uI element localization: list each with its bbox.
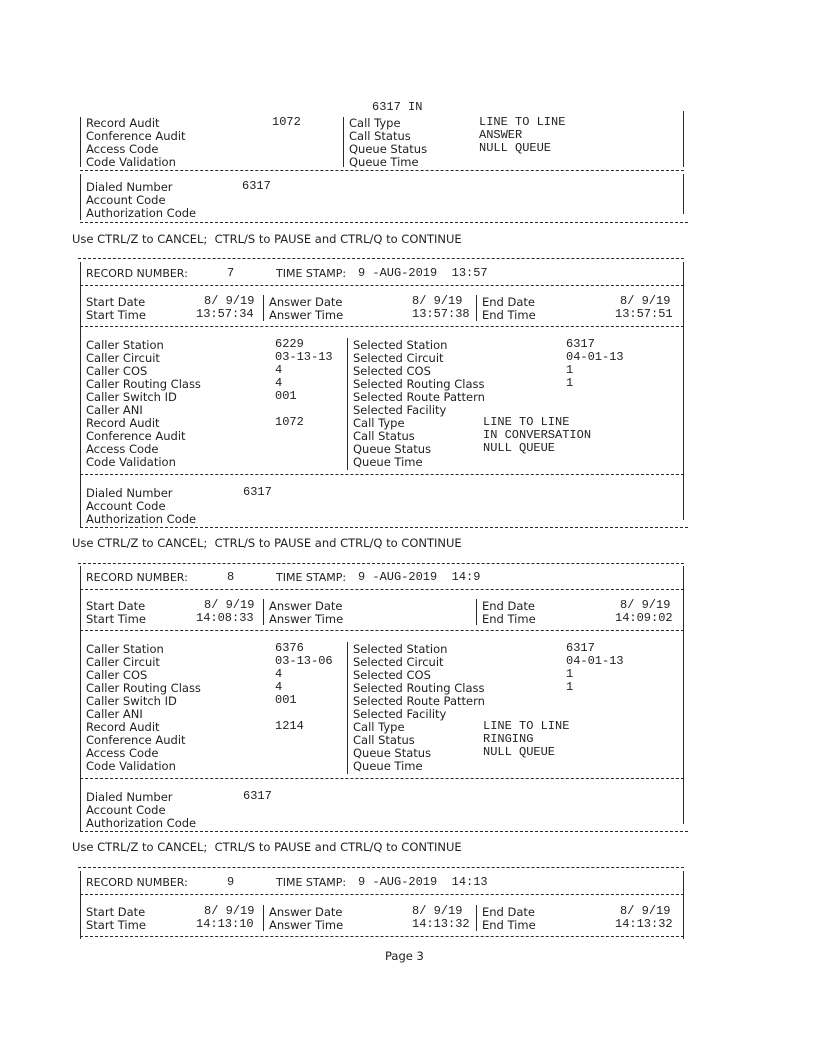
start-date: 8/ 9/19 [204, 904, 255, 918]
caller-cos: 4 [275, 667, 283, 681]
dashed-separator [78, 563, 684, 564]
column-divider [263, 905, 264, 931]
record-timestamp: 9 -AUG-2019 14:13 [358, 875, 488, 889]
partial-call-type: LINE TO LINE [479, 115, 566, 129]
dashed-separator [80, 474, 684, 475]
caller-cos: 4 [275, 363, 283, 377]
dashed-separator [78, 867, 684, 868]
label-end-date: End Date [482, 295, 535, 309]
end-date: 8/ 9/19 [620, 598, 671, 612]
dashed-separator [80, 894, 684, 895]
dashed-separator [80, 527, 688, 528]
selected-cos: 1 [566, 667, 574, 681]
label-caller-station: Caller Station [86, 338, 164, 352]
record-number: 7 [227, 266, 235, 280]
border-left [80, 262, 81, 527]
dashed-separator [80, 170, 684, 171]
ctrl-message: Use CTRL/Z to CANCEL; CTRL/S to PAUSE and CTRL/Q to CONTINUE [72, 536, 462, 550]
label-start-date: Start Date [86, 905, 146, 919]
label-selected-station: Selected Station [353, 642, 448, 656]
label-caller-circuit: Caller Circuit [86, 655, 160, 669]
end-date: 8/ 9/19 [620, 294, 671, 308]
queue-status: NULL QUEUE [483, 441, 556, 455]
label-queue-time: Queue Time [353, 455, 423, 469]
ctrl-message: Use CTRL/Z to CANCEL; CTRL/S to PAUSE and CTRL/Q to CONTINUE [72, 232, 462, 246]
label-start-time: Start Time [86, 918, 146, 932]
ctrl-message: Use CTRL/Z to CANCEL; CTRL/S to PAUSE and CTRL/Q to CONTINUE [72, 840, 462, 854]
record-timestamp: 9 -AUG-2019 13:57 [358, 266, 488, 280]
record-timestamp: 9 -AUG-2019 14:9 [358, 570, 481, 584]
dialed-number: 6317 [243, 789, 272, 803]
start-date: 8/ 9/19 [204, 598, 255, 612]
border-right [683, 262, 684, 520]
label-start-date: Start Date [86, 599, 146, 613]
partial-queue-status: NULL QUEUE [479, 141, 552, 155]
label-selected-cos: Selected COS [353, 364, 431, 378]
label-answer-time: Answer Time [269, 308, 344, 322]
label-code-validation: Code Validation [86, 759, 176, 773]
label-code-validation: Code Validation [86, 155, 176, 169]
selected-circuit: 04-01-13 [566, 654, 624, 668]
label-end-time: End Time [482, 308, 536, 322]
label-caller-ani: Caller ANI [86, 403, 143, 417]
record-number: 8 [227, 570, 235, 584]
caller-station: 6229 [275, 337, 304, 351]
border-right [683, 174, 684, 214]
border-right [683, 566, 684, 824]
dashed-separator [78, 258, 684, 259]
label-queue-status: Queue Status [349, 142, 428, 156]
label-call-type: Call Type [349, 116, 401, 130]
label-call-type: Call Type [353, 720, 405, 734]
label-access-code: Access Code [86, 442, 159, 456]
label-selected-cos: Selected COS [353, 668, 431, 682]
label-caller-station: Caller Station [86, 642, 164, 656]
label-answer-time: Answer Time [269, 612, 344, 626]
caller-circuit: 03-13-13 [275, 350, 333, 364]
call-status: IN CONVERSATION [483, 428, 592, 442]
label-record-audit: Record Audit [86, 416, 160, 430]
label-selected-circuit: Selected Circuit [353, 351, 444, 365]
label-end-time: End Time [482, 612, 536, 626]
column-divider [476, 599, 477, 625]
page-number: Page 3 [385, 949, 424, 963]
label-start-time: Start Time [86, 612, 146, 626]
caller-routing-class: 4 [275, 680, 283, 694]
label-selected-facility: Selected Facility [353, 403, 447, 417]
border-left [80, 871, 81, 939]
record-audit: 1214 [275, 719, 304, 733]
label-queue-status: Queue Status [353, 746, 432, 760]
label-time-stamp: TIME STAMP: [276, 571, 347, 584]
label-code-validation: Code Validation [86, 455, 176, 469]
answer-date: 8/ 9/19 [412, 294, 463, 308]
start-time: 14:13:10 [196, 917, 254, 931]
partial-dialed-number: 6317 [242, 179, 271, 193]
label-answer-date: Answer Date [269, 905, 343, 919]
selected-routing-class: 1 [566, 680, 574, 694]
label-caller-ani: Caller ANI [86, 707, 143, 721]
label-authorization-code: Authorization Code [86, 512, 197, 526]
queue-status: NULL QUEUE [483, 745, 556, 759]
record-number: 9 [227, 875, 235, 889]
label-record-number: RECORD NUMBER: [86, 876, 188, 889]
end-time: 14:09:02 [615, 611, 673, 625]
selected-routing-class: 1 [566, 376, 574, 390]
label-selected-route-pattern: Selected Route Pattern [353, 390, 485, 404]
label-record-audit: Record Audit [86, 720, 160, 734]
start-date: 8/ 9/19 [204, 294, 255, 308]
answer-time: 14:13:32 [412, 917, 470, 931]
dashed-separator [80, 778, 684, 779]
label-selected-station: Selected Station [353, 338, 448, 352]
label-answer-time: Answer Time [269, 918, 344, 932]
label-time-stamp: TIME STAMP: [276, 267, 347, 280]
label-access-code: Access Code [86, 746, 159, 760]
dashed-separator [80, 630, 684, 631]
border-right [683, 871, 684, 939]
label-caller-circuit: Caller Circuit [86, 351, 160, 365]
label-selected-facility: Selected Facility [353, 707, 447, 721]
dashed-separator [80, 285, 684, 286]
column-divider [476, 905, 477, 931]
label-end-time: End Time [482, 918, 536, 932]
label-caller-switch-id: Caller Switch ID [86, 390, 177, 404]
answer-date: 8/ 9/19 [412, 904, 463, 918]
label-account-code: Account Code [86, 499, 166, 513]
label-authorization-code: Authorization Code [86, 206, 197, 220]
label-record-number: RECORD NUMBER: [86, 267, 188, 280]
label-selected-routing-class: Selected Routing Class [353, 377, 485, 391]
label-dialed-number: Dialed Number [86, 486, 173, 500]
answer-time: 13:57:38 [412, 307, 470, 321]
selected-cos: 1 [566, 363, 574, 377]
border-left [80, 117, 81, 167]
call-type: LINE TO LINE [483, 719, 570, 733]
label-caller-routing-class: Caller Routing Class [86, 377, 201, 391]
caller-routing-class: 4 [275, 376, 283, 390]
label-time-stamp: TIME STAMP: [276, 876, 347, 889]
label-call-type: Call Type [353, 416, 405, 430]
label-end-date: End Date [482, 905, 535, 919]
caller-switch-id: 001 [275, 693, 297, 707]
label-queue-status: Queue Status [353, 442, 432, 456]
label-queue-time: Queue Time [353, 759, 423, 773]
caller-station: 6376 [275, 641, 304, 655]
partial-call-status: ANSWER [479, 128, 523, 142]
caller-circuit: 03-13-06 [275, 654, 333, 668]
end-date: 8/ 9/19 [620, 904, 671, 918]
label-conference-audit: Conference Audit [86, 129, 186, 143]
border-left [80, 174, 81, 220]
border-right [683, 111, 684, 167]
column-divider [263, 599, 264, 625]
column-divider [263, 295, 264, 321]
partial-selected-station-value: 6317 IN [372, 100, 423, 114]
label-caller-routing-class: Caller Routing Class [86, 681, 201, 695]
column-divider [343, 117, 344, 167]
label-selected-route-pattern: Selected Route Pattern [353, 694, 485, 708]
end-time: 14:13:32 [615, 917, 673, 931]
label-start-time: Start Time [86, 308, 146, 322]
label-dialed-number: Dialed Number [86, 790, 173, 804]
dashed-separator [80, 326, 684, 327]
label-call-status: Call Status [353, 429, 415, 443]
label-authorization-code: Authorization Code [86, 816, 197, 830]
label-caller-cos: Caller COS [86, 364, 148, 378]
caller-switch-id: 001 [275, 389, 297, 403]
dialed-number: 6317 [243, 485, 272, 499]
start-time: 14:08:33 [196, 611, 254, 625]
label-account-code: Account Code [86, 193, 166, 207]
dashed-separator [80, 936, 684, 937]
selected-circuit: 04-01-13 [566, 350, 624, 364]
start-time: 13:57:34 [196, 307, 254, 321]
label-record-audit: Record Audit [86, 116, 160, 130]
end-time: 13:57:51 [615, 307, 673, 321]
selected-station: 6317 [566, 337, 595, 351]
label-dialed-number: Dialed Number [86, 180, 173, 194]
label-caller-switch-id: Caller Switch ID [86, 694, 177, 708]
label-answer-date: Answer Date [269, 295, 343, 309]
label-call-status: Call Status [349, 129, 411, 143]
partial-record-audit: 1072 [272, 115, 301, 129]
label-queue-time: Queue Time [349, 155, 419, 169]
call-type: LINE TO LINE [483, 415, 570, 429]
dashed-separator [80, 222, 688, 223]
record-audit: 1072 [275, 415, 304, 429]
dashed-separator [80, 831, 688, 832]
label-caller-cos: Caller COS [86, 668, 148, 682]
label-access-code: Access Code [86, 142, 159, 156]
border-left [80, 566, 81, 831]
label-answer-date: Answer Date [269, 599, 343, 613]
label-call-status: Call Status [353, 733, 415, 747]
label-end-date: End Date [482, 599, 535, 613]
column-divider [347, 642, 348, 774]
label-conference-audit: Conference Audit [86, 429, 186, 443]
call-status: RINGING [483, 732, 534, 746]
selected-station: 6317 [566, 641, 595, 655]
label-selected-routing-class: Selected Routing Class [353, 681, 485, 695]
label-start-date: Start Date [86, 295, 146, 309]
label-selected-circuit: Selected Circuit [353, 655, 444, 669]
label-account-code: Account Code [86, 803, 166, 817]
dashed-separator [80, 589, 684, 590]
column-divider [476, 295, 477, 321]
column-divider [347, 338, 348, 470]
label-conference-audit: Conference Audit [86, 733, 186, 747]
label-record-number: RECORD NUMBER: [86, 571, 188, 584]
